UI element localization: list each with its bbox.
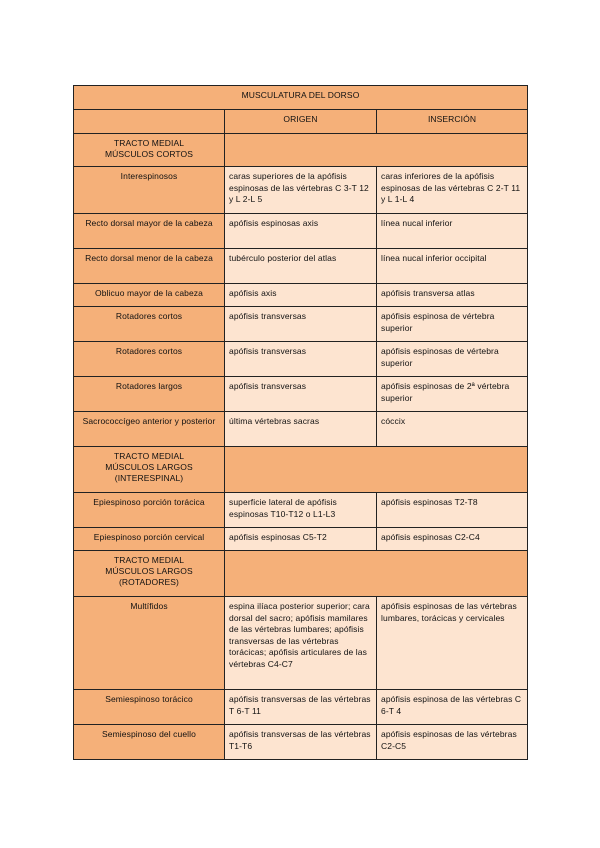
table-row: [74, 493, 528, 528]
insercion-cell: apófisis espinosas T2-T8: [377, 493, 528, 528]
table-row: [74, 377, 528, 412]
origen-cell: última vértebras sacras: [225, 412, 377, 447]
insercion-cell: apófisis espinosas de las vértebras C2-C5: [377, 725, 528, 760]
column-header-origen: ORIGEN: [225, 110, 377, 134]
table-title: MUSCULATURA DEL DORSO: [74, 86, 528, 110]
section-heading: [74, 134, 225, 167]
muscle-name: Rotadores largos: [74, 377, 225, 412]
column-header-insercion: INSERCIÓN: [377, 110, 528, 134]
section-heading-line: (INTERESPINAL): [114, 473, 184, 483]
insercion-cell: apófisis transversa atlas: [377, 284, 528, 307]
table-row: [74, 307, 528, 342]
section-header-row: [74, 447, 528, 493]
table-row: [74, 412, 528, 447]
muscle-name: Recto dorsal menor de la cabeza: [74, 249, 225, 284]
muscle-name: Multífidos: [74, 597, 225, 690]
origen-cell: apófisis axis: [225, 284, 377, 307]
insercion-cell: apófisis espinosas de las vértebras lumbares, torácicas y cervicales: [377, 597, 528, 690]
section-heading-line: MÚSCULOS LARGOS: [105, 566, 193, 576]
insercion-cell: apófisis espinosa de las vértebras C 6-T 4: [377, 690, 528, 725]
insercion-cell: apófisis espinosas de vértebra superior: [377, 342, 528, 377]
origen-cell: apófisis transversas de las vértebras T1-T6: [225, 725, 377, 760]
muscle-name: Rotadores cortos: [74, 307, 225, 342]
section-heading: [74, 551, 225, 597]
origen-cell: apófisis espinosas C5-T2: [225, 528, 377, 551]
table-row: [74, 284, 528, 307]
section-heading-fill: [225, 447, 528, 493]
muscle-name: Semiespinoso del cuello: [74, 725, 225, 760]
section-heading-line: (ROTADORES): [119, 577, 179, 587]
column-header-empty: [74, 110, 225, 134]
origen-cell: apófisis transversas: [225, 307, 377, 342]
insercion-cell: línea nucal inferior occipital: [377, 249, 528, 284]
section-heading-line: MÚSCULOS CORTOS: [104, 149, 194, 159]
section-heading-fill: [225, 551, 528, 597]
table-row: [74, 214, 528, 249]
muscle-name: Rotadores cortos: [74, 342, 225, 377]
origen-cell: espina ilíaca posterior superior; cara dorsal del sacro; apófisis mamilares de las vértebras lumbares; apófisis transversas de las vértebras torácicas; apófisis articulares de las vértebras C4-C7: [225, 597, 377, 690]
origen-cell: apófisis espinosas axis: [225, 214, 377, 249]
origen-cell: apófisis transversas de las vértebras T 6-T 11: [225, 690, 377, 725]
section-heading-line: TRACTO MEDIAL: [113, 138, 185, 148]
origen-cell: apófisis transversas: [225, 342, 377, 377]
origen-cell: tubérculo posterior del atlas: [225, 249, 377, 284]
insercion-cell: apófisis espinosas de 2ª vértebra superior: [377, 377, 528, 412]
section-header-row: [74, 551, 528, 597]
insercion-cell: línea nucal inferior: [377, 214, 528, 249]
section-heading-fill: [225, 134, 528, 167]
origen-cell: superficie lateral de apófisis espinosas T10-T12 o L1-L3: [225, 493, 377, 528]
origen-cell: caras superiores de la apófisis espinosas de las vértebras C 3-T 12 y L 2-L 5: [225, 167, 377, 214]
muscle-name: Sacrococcígeo anterior y posterior: [74, 412, 225, 447]
insercion-cell: apófisis espinosas C2-C4: [377, 528, 528, 551]
table-row: [74, 249, 528, 284]
insercion-cell: apófisis espinosa de vértebra superior: [377, 307, 528, 342]
muscle-name: Interespinosos: [74, 167, 225, 214]
section-heading-line: TRACTO MEDIAL: [113, 555, 185, 565]
table-row: [74, 342, 528, 377]
musculature-table: [73, 85, 528, 760]
table-row: [74, 725, 528, 760]
muscle-name: Semiespinoso torácico: [74, 690, 225, 725]
table-row: [74, 690, 528, 725]
section-header-row: [74, 134, 528, 167]
table-row: [74, 528, 528, 551]
origen-cell: apófisis transversas: [225, 377, 377, 412]
muscle-name: Epiespinoso porción cervical: [74, 528, 225, 551]
section-heading-line: MÚSCULOS LARGOS: [105, 462, 193, 472]
insercion-cell: caras inferiores de la apófisis espinosas de las vértebras C 2-T 11 y L 1-L 4: [377, 167, 528, 214]
table-row: [74, 597, 528, 690]
muscle-name: Recto dorsal mayor de la cabeza: [74, 214, 225, 249]
muscle-name: Epiespinoso porción torácica: [74, 493, 225, 528]
insercion-cell: cóccix: [377, 412, 528, 447]
table-row: [74, 167, 528, 214]
muscle-name: Oblicuo mayor de la cabeza: [74, 284, 225, 307]
section-heading-line: TRACTO MEDIAL: [113, 451, 185, 461]
section-heading: [74, 447, 225, 493]
